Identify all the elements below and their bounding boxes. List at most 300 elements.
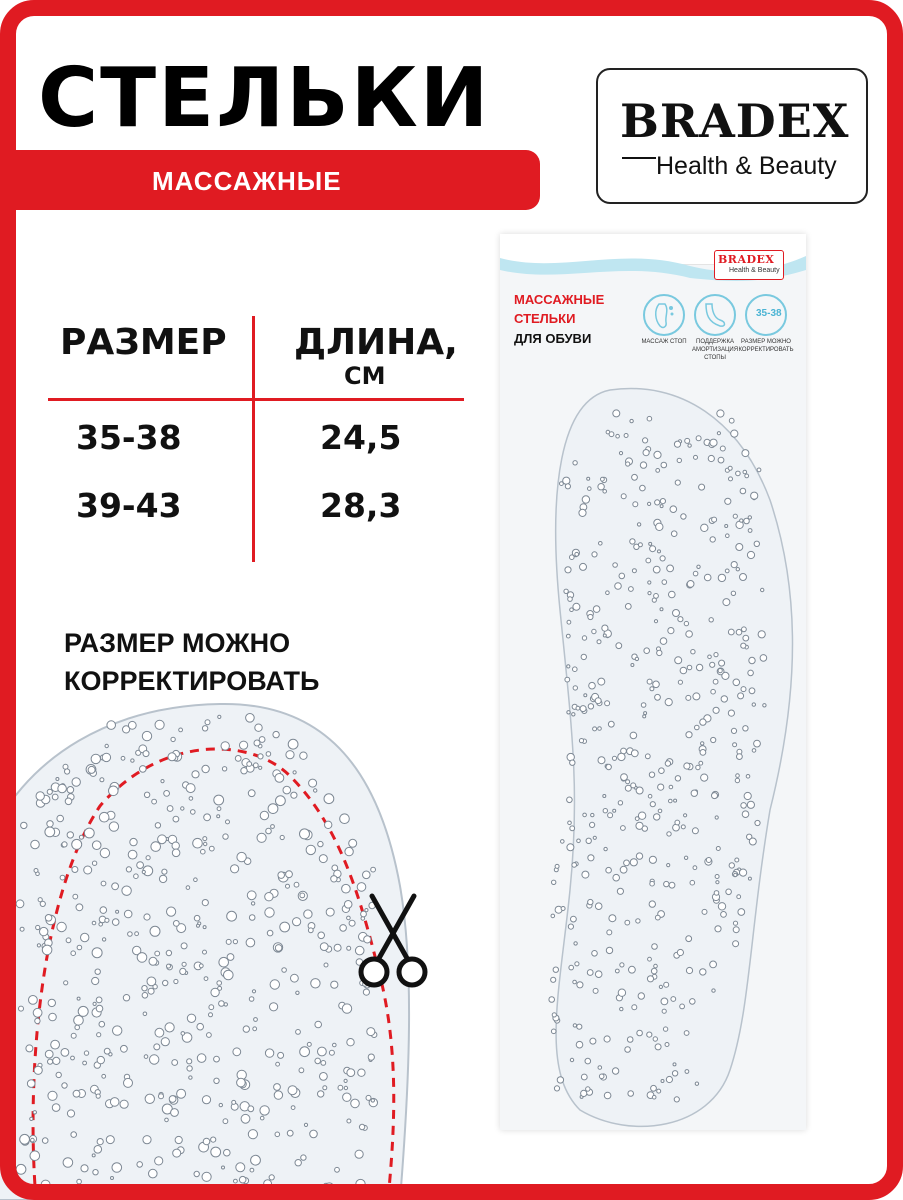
massage-dot bbox=[552, 1013, 556, 1017]
massage-dot bbox=[286, 751, 294, 759]
massage-dot bbox=[744, 518, 750, 524]
massage-dot bbox=[278, 872, 285, 879]
massage-dot bbox=[740, 488, 746, 494]
massage-dot bbox=[76, 904, 83, 911]
massage-dot bbox=[602, 625, 608, 631]
massage-dot bbox=[42, 1138, 48, 1144]
massage-dot bbox=[164, 791, 170, 797]
massage-dot bbox=[733, 743, 737, 747]
massage-dot bbox=[143, 1136, 151, 1144]
massage-dot bbox=[276, 796, 286, 806]
massage-dot bbox=[148, 988, 154, 994]
massage-dot bbox=[735, 858, 739, 862]
massage-dot bbox=[100, 907, 107, 914]
massage-dot bbox=[743, 726, 748, 731]
massage-dot bbox=[574, 942, 577, 945]
massage-dot bbox=[173, 816, 179, 822]
massage-dot bbox=[162, 869, 167, 874]
massage-dot bbox=[715, 816, 718, 819]
massage-dot bbox=[726, 534, 730, 538]
massage-dot bbox=[646, 558, 651, 563]
massage-dot bbox=[266, 828, 272, 834]
massage-dot bbox=[111, 1177, 114, 1180]
massage-dot bbox=[579, 509, 586, 516]
massage-dot bbox=[33, 1008, 42, 1017]
massage-dot bbox=[736, 774, 740, 778]
massage-dot bbox=[718, 669, 722, 673]
massage-dot bbox=[20, 927, 24, 931]
massage-dot bbox=[684, 814, 687, 817]
massage-dot bbox=[366, 1095, 371, 1100]
massage-dot bbox=[197, 1054, 206, 1063]
massage-dot bbox=[35, 1018, 40, 1023]
massage-dot bbox=[128, 932, 133, 937]
massage-dot bbox=[172, 842, 179, 849]
massage-dot bbox=[625, 1047, 631, 1053]
massage-dot bbox=[205, 720, 210, 725]
massage-dot bbox=[77, 1179, 82, 1184]
massage-dot bbox=[631, 783, 636, 788]
massage-dot bbox=[296, 1030, 301, 1035]
massage-dot bbox=[177, 1089, 186, 1098]
massage-dot bbox=[186, 886, 190, 890]
massage-dot bbox=[246, 938, 255, 947]
massage-dot bbox=[725, 569, 729, 573]
massage-dot bbox=[710, 961, 717, 968]
massage-dot bbox=[664, 881, 669, 886]
massage-dot bbox=[691, 650, 695, 654]
massage-dot bbox=[597, 640, 601, 644]
massage-dot bbox=[749, 688, 755, 694]
massage-dot bbox=[671, 531, 677, 537]
massage-dot bbox=[640, 462, 646, 468]
massage-dot bbox=[577, 1024, 582, 1029]
massage-dot bbox=[84, 866, 92, 874]
massage-dot bbox=[295, 1160, 301, 1166]
massage-dot bbox=[632, 474, 638, 480]
massage-dot bbox=[675, 657, 682, 664]
massage-dot bbox=[749, 838, 756, 845]
massage-dot bbox=[650, 881, 655, 886]
massage-dot bbox=[620, 866, 627, 873]
massage-dot bbox=[667, 832, 671, 836]
massage-dot bbox=[616, 434, 620, 438]
massage-dot bbox=[67, 1110, 74, 1117]
massage-dot bbox=[171, 1109, 179, 1117]
massage-dot bbox=[733, 921, 737, 925]
massage-dot bbox=[92, 861, 96, 865]
massage-dot bbox=[253, 1027, 257, 1031]
massage-dot bbox=[283, 786, 291, 794]
massage-dot bbox=[567, 844, 574, 851]
massage-dot bbox=[253, 763, 258, 768]
massage-dot bbox=[113, 1026, 122, 1035]
massage-dot bbox=[551, 1029, 556, 1034]
massage-dot bbox=[166, 950, 171, 955]
massage-dot bbox=[570, 608, 574, 612]
massage-dot bbox=[625, 604, 631, 610]
massage-dot bbox=[304, 910, 312, 918]
massage-dot bbox=[677, 949, 683, 955]
massage-dot bbox=[565, 567, 571, 573]
massage-dot bbox=[351, 1099, 360, 1108]
massage-dot bbox=[267, 930, 273, 936]
massage-dot bbox=[717, 432, 720, 435]
massage-dot bbox=[681, 514, 686, 519]
massage-dot bbox=[91, 754, 100, 763]
size-correction-caption: РАЗМЕР МОЖНО КОРРЕКТИРОВАТЬ bbox=[738, 339, 794, 353]
massage-dot bbox=[247, 891, 256, 900]
massage-dot bbox=[621, 826, 626, 831]
massage-dot bbox=[700, 750, 706, 756]
massage-dot bbox=[112, 1163, 122, 1173]
massage-dot bbox=[191, 810, 196, 815]
massage-dot bbox=[342, 1004, 351, 1013]
massage-dot bbox=[665, 699, 672, 706]
massage-dot bbox=[40, 927, 48, 935]
massage-dot bbox=[219, 1103, 222, 1106]
massage-dot bbox=[233, 1048, 241, 1056]
massage-dot bbox=[209, 1005, 214, 1010]
massage-dot bbox=[48, 1091, 57, 1100]
massage-dot bbox=[151, 842, 161, 852]
massage-dot bbox=[142, 870, 145, 873]
massage-dot bbox=[144, 914, 150, 920]
massage-dot bbox=[582, 496, 589, 503]
massage-dot bbox=[629, 966, 636, 973]
massage-dot bbox=[295, 1190, 302, 1197]
massage-dot bbox=[740, 519, 743, 522]
massage-dot bbox=[570, 1058, 573, 1061]
massage-dot bbox=[613, 874, 620, 881]
massage-dot bbox=[662, 1009, 666, 1013]
massage-dot bbox=[73, 1090, 80, 1097]
massage-dot bbox=[737, 895, 741, 899]
massage-dot bbox=[233, 940, 237, 944]
massage-dot bbox=[320, 943, 328, 951]
massage-dot bbox=[658, 550, 661, 553]
foot-massage-caption: МАССАЖ СТОП bbox=[641, 339, 687, 345]
massage-dot bbox=[95, 969, 100, 974]
massage-dot bbox=[551, 914, 555, 918]
massage-dot bbox=[202, 1172, 211, 1181]
massage-dot bbox=[568, 821, 572, 825]
massage-dot bbox=[49, 1013, 57, 1021]
massage-dot bbox=[203, 1138, 210, 1145]
massage-dot bbox=[300, 752, 307, 759]
massage-dot bbox=[276, 1062, 280, 1066]
massage-dot bbox=[109, 822, 118, 831]
massage-dot bbox=[658, 809, 662, 813]
massage-dot bbox=[712, 793, 718, 799]
foot-massage-icon bbox=[643, 294, 685, 336]
massage-dot bbox=[567, 620, 571, 624]
massage-dot bbox=[659, 985, 662, 988]
massage-dot bbox=[194, 1171, 199, 1176]
massage-dot bbox=[668, 628, 674, 634]
massage-dot bbox=[254, 1018, 258, 1022]
massage-dot bbox=[752, 749, 756, 753]
massage-dot bbox=[371, 867, 376, 872]
massage-dot bbox=[314, 1189, 321, 1196]
massage-dot bbox=[222, 767, 226, 771]
massage-dot bbox=[363, 871, 371, 879]
massage-dot bbox=[588, 487, 592, 491]
massage-dot bbox=[708, 455, 714, 461]
massage-dot bbox=[752, 703, 755, 706]
massage-dot bbox=[249, 997, 254, 1002]
massage-dot bbox=[203, 926, 206, 929]
massage-dot bbox=[100, 778, 104, 782]
massage-dot bbox=[65, 769, 70, 774]
massage-dot bbox=[648, 502, 651, 505]
massage-dot bbox=[757, 468, 761, 472]
massage-dot bbox=[250, 1168, 254, 1172]
massage-dot bbox=[603, 634, 606, 637]
massage-dot bbox=[553, 967, 558, 972]
massage-dot bbox=[47, 821, 53, 827]
massage-dot bbox=[224, 970, 234, 980]
massage-dot bbox=[619, 452, 622, 455]
massage-dot bbox=[45, 1050, 53, 1058]
massage-dot bbox=[161, 780, 164, 783]
massage-dot bbox=[669, 799, 673, 803]
massage-dot bbox=[582, 636, 586, 640]
massage-dot bbox=[74, 1016, 84, 1026]
package-brand-tag: Health & Beauty bbox=[729, 267, 780, 274]
massage-dot bbox=[731, 591, 735, 595]
massage-dot bbox=[729, 863, 734, 868]
massage-dot bbox=[755, 820, 760, 825]
package-insole-image bbox=[500, 370, 806, 1130]
massage-dot bbox=[598, 727, 602, 731]
massage-dot bbox=[714, 891, 719, 896]
massage-dot bbox=[143, 1012, 147, 1016]
length-column-header: ДЛИНА, bbox=[294, 322, 458, 363]
massage-dot bbox=[348, 1185, 352, 1189]
massage-dot bbox=[736, 544, 743, 551]
massage-dot bbox=[56, 778, 59, 781]
massage-dot bbox=[744, 792, 751, 799]
massage-dot bbox=[142, 993, 148, 999]
massage-dot bbox=[738, 693, 744, 699]
massage-dot bbox=[94, 1146, 102, 1154]
massage-dot bbox=[124, 910, 132, 918]
massage-dot bbox=[345, 847, 353, 855]
massage-dot bbox=[655, 694, 661, 700]
massage-dot bbox=[648, 581, 651, 584]
massage-dot bbox=[202, 726, 207, 731]
massage-dot bbox=[260, 1106, 269, 1115]
massage-dot bbox=[270, 980, 279, 989]
massage-dot bbox=[598, 678, 605, 685]
massage-dot bbox=[606, 591, 610, 595]
massage-dot bbox=[599, 542, 603, 546]
massage-dot bbox=[64, 981, 68, 985]
massage-dot bbox=[227, 911, 237, 921]
massage-dot bbox=[62, 842, 67, 847]
massage-dot bbox=[83, 1061, 87, 1065]
massage-dot bbox=[686, 967, 692, 973]
massage-dot bbox=[286, 871, 293, 878]
massage-dot bbox=[593, 836, 596, 839]
massage-dot bbox=[564, 589, 568, 593]
massage-dot bbox=[275, 1132, 280, 1137]
massage-dot bbox=[665, 1043, 669, 1047]
massage-dot bbox=[226, 820, 230, 824]
massage-dot bbox=[252, 990, 255, 993]
massage-dot bbox=[223, 1119, 228, 1124]
massage-dot bbox=[307, 1186, 311, 1190]
massage-dot bbox=[204, 814, 211, 821]
massage-dot bbox=[661, 998, 668, 1005]
massage-dot bbox=[630, 732, 637, 739]
massage-dot bbox=[742, 450, 749, 457]
massage-dot bbox=[197, 924, 200, 927]
massage-dot bbox=[592, 951, 598, 957]
size-column-header: РАЗМЕР bbox=[60, 322, 227, 363]
massage-dot bbox=[371, 1099, 374, 1102]
massage-dot bbox=[258, 754, 263, 759]
massage-dot bbox=[763, 704, 766, 707]
massage-dot bbox=[751, 492, 758, 499]
massage-dot bbox=[226, 939, 231, 944]
massage-dot bbox=[150, 1055, 159, 1064]
massage-dot bbox=[605, 701, 610, 706]
massage-dot bbox=[321, 1061, 326, 1066]
massage-dot bbox=[731, 728, 736, 733]
massage-dot bbox=[733, 927, 739, 933]
massage-dot bbox=[167, 964, 171, 968]
massage-dot bbox=[143, 751, 149, 757]
massage-dot bbox=[77, 945, 82, 950]
massage-dot bbox=[579, 739, 583, 743]
massage-dot bbox=[598, 1066, 602, 1070]
massage-dot bbox=[225, 1191, 232, 1198]
massage-dot bbox=[326, 908, 334, 916]
massage-dot bbox=[723, 599, 730, 606]
massage-dot bbox=[192, 771, 199, 778]
massage-dot bbox=[318, 1091, 324, 1097]
massage-dot bbox=[42, 945, 52, 955]
massage-dot bbox=[575, 962, 579, 966]
massage-dot bbox=[631, 750, 638, 757]
massage-dot bbox=[566, 634, 570, 638]
massage-dot bbox=[635, 657, 638, 660]
massage-dot bbox=[696, 436, 701, 441]
massage-dot bbox=[729, 418, 734, 423]
massage-dot bbox=[583, 813, 587, 817]
massage-dot bbox=[286, 884, 290, 888]
massage-dot bbox=[342, 884, 351, 893]
massage-dot bbox=[211, 988, 219, 996]
massage-dot bbox=[569, 965, 574, 970]
massage-dot bbox=[58, 784, 67, 793]
massage-dot bbox=[656, 469, 660, 473]
massage-dot bbox=[355, 1150, 363, 1158]
massage-dot bbox=[551, 977, 556, 982]
package-title-line2: СТЕЛЬКИ bbox=[514, 311, 576, 326]
massage-dot bbox=[193, 838, 203, 848]
massage-dot bbox=[710, 537, 715, 542]
massage-dot bbox=[282, 968, 287, 973]
massage-dot bbox=[570, 555, 575, 560]
massage-dot bbox=[251, 1155, 261, 1165]
massage-dot bbox=[618, 801, 622, 805]
massage-dot bbox=[649, 901, 655, 907]
massage-dot bbox=[203, 950, 207, 954]
massage-dot bbox=[232, 1100, 236, 1104]
massage-dot bbox=[647, 679, 652, 684]
massage-dot bbox=[144, 792, 149, 797]
massage-dot bbox=[713, 679, 718, 684]
massage-dot bbox=[712, 517, 717, 522]
massage-dot bbox=[573, 980, 577, 984]
massage-dot bbox=[92, 841, 101, 850]
massage-dot bbox=[697, 565, 700, 568]
massage-dot bbox=[626, 462, 630, 466]
massage-dot bbox=[709, 618, 713, 622]
massage-dot bbox=[731, 562, 737, 568]
massage-dot bbox=[678, 680, 682, 684]
massage-dot bbox=[675, 776, 680, 781]
massage-dot bbox=[309, 779, 317, 787]
massage-dot bbox=[112, 883, 119, 890]
massage-dot bbox=[71, 951, 76, 956]
massage-dot bbox=[275, 774, 284, 783]
massage-dot bbox=[186, 784, 195, 793]
massage-dot bbox=[613, 410, 620, 417]
massage-dot bbox=[720, 446, 725, 451]
massage-dot bbox=[75, 1025, 80, 1030]
massage-dot bbox=[189, 1076, 192, 1079]
massage-dot bbox=[728, 629, 734, 635]
package-title-line1: МАССАЖНЫЕ bbox=[514, 292, 605, 307]
massage-dot bbox=[182, 962, 186, 966]
massage-dot bbox=[715, 875, 719, 879]
massage-dot bbox=[588, 614, 593, 619]
massage-dot bbox=[711, 737, 716, 742]
massage-dot bbox=[234, 1179, 238, 1183]
massage-dot bbox=[62, 1083, 67, 1088]
massage-dot bbox=[618, 989, 625, 996]
massage-dot bbox=[565, 677, 570, 682]
massage-dot bbox=[211, 1147, 221, 1157]
massage-dot bbox=[573, 686, 577, 690]
massage-dot bbox=[169, 1096, 176, 1103]
massage-dot bbox=[249, 915, 255, 921]
massage-dot bbox=[581, 1090, 587, 1096]
massage-dot bbox=[106, 1136, 114, 1144]
massage-dot bbox=[278, 1052, 284, 1058]
massage-dot bbox=[728, 466, 732, 470]
massage-dot bbox=[570, 760, 575, 765]
massage-dot bbox=[581, 654, 586, 659]
massage-dot bbox=[131, 759, 134, 762]
massage-dot bbox=[613, 563, 618, 568]
massage-dot bbox=[291, 1106, 295, 1110]
massage-dot bbox=[29, 996, 38, 1005]
massage-dot bbox=[588, 855, 594, 861]
massage-dot bbox=[97, 1056, 104, 1063]
massage-dot bbox=[71, 1056, 75, 1060]
massage-dot bbox=[701, 524, 708, 531]
massage-dot bbox=[643, 450, 649, 456]
massage-dot bbox=[329, 1050, 334, 1055]
massage-dot bbox=[202, 765, 209, 772]
massage-dot bbox=[340, 925, 347, 932]
massage-dot bbox=[235, 756, 241, 762]
